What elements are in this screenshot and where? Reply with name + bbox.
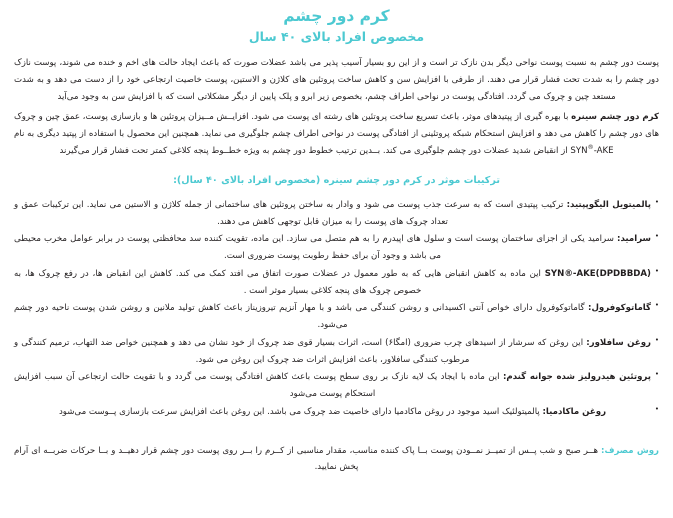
ingredients-list xyxy=(14,197,659,421)
ingredient-description: این ماده به کاهش انقباض هایی که به طور معمول در عضلات صورت اتفاق می افتد کمک می کند. کاهش این انقباض ها، در رفع چروک ها، به خصوص چروک های پنجه کلاغی بسیار موثر است . xyxy=(14,268,545,296)
ingredient-description: پالمیتولئیک اسید موجود در روغن ماکادمیا دارای خاصیت ضد چروک می باشد. این روغن باعث افزایش سرعت بازسازی پــوست می‌شود xyxy=(58,406,543,417)
usage-instructions xyxy=(14,443,659,477)
page-title-block xyxy=(14,6,659,46)
ingredient-term: روغن ماکادمیا: xyxy=(542,406,607,417)
product-name-bold: کرم دور چشم سینره xyxy=(571,112,659,123)
intro-paragraph-2-text-b: از انقباض شدید عضلات دور چشم جلوگیری می کند. بــدین ترتیب خطوط دور چشم به ویژه خطــوط پنجه کلاغی کمتر تحت فشار قرار می‌گیرند xyxy=(59,145,571,156)
ingredient-description: این روغن که سرشار از اسیدهای چرب ضروری (امگا۶) است، اثرات بسیار قوی ضد چروک از خود نشان می دهد و همچنین خواص ضد التهاب، ترمیم کنندگی و مرطوب کنندگی سافلاور، باعث افزایش اثرات ضد چروک این روغن می شود. xyxy=(14,337,587,365)
ingredients-section-heading: ترکیبات موثر در کرم دور چشم سینره (مخصوص افراد بالای ۴۰ سال): xyxy=(173,174,500,186)
list-item xyxy=(14,266,659,300)
ingredient-term: روغن سافلاور: xyxy=(586,337,651,348)
list-item xyxy=(14,231,659,265)
ake-token: -AKE xyxy=(593,145,614,156)
list-item xyxy=(14,369,659,403)
usage-label: روش مصرف: xyxy=(601,445,659,456)
syn-token: SYN xyxy=(570,145,588,156)
list-item xyxy=(14,197,659,231)
ingredient-description: سرامید یکی از اجزای ساختمان پوست است و سلول های اپیدرم را به هم متصل می سازد. این ماده، تقویت کننده سد محافظتی پوست در برابر عوامل مخرب محیطی می باشد و وجود آن برای حفظ رطوبت پوست ضروری است. xyxy=(14,234,618,262)
ingredient-term: سرامید: xyxy=(617,234,651,245)
list-item xyxy=(14,300,659,334)
page-title: کرم دور چشم xyxy=(283,7,390,25)
list-item xyxy=(14,404,659,421)
list-item xyxy=(14,335,659,369)
intro-paragraph-2-text-a: با بهره گیری از پپتیدهای موثر، باعث تسریع ساخت پروتئین های رشته ای پوست می شود. افزایــش مــیزان پروتئین ها و بازسازی پوست، عمق چین و چروک های دور چشم را کاهش می دهد و افزایش استحکام شبکه پروتئینی از افتادگی پوست در نواحی اطراف چشم جلوگیری می نماید. همچنین این محصول با استفاده از پپتید دیگری به نام xyxy=(14,112,659,140)
ingredient-description: گاماتوکوفرول دارای خواص آنتی اکسیدانی و روشن کنندگی می باشد و با مهار آنزیم تیروزیناز باعث کاهش تولید ملانین و روشن شدن پوست ناحیه دور چشم می‌شود. xyxy=(14,303,589,331)
ingredient-description: ترکیب پپتیدی است که به سرعت جذب پوست می شود و وادار به ساختن پروتئین های ساختمانی از جمله کلاژن و الاستین می نماید. این ترکیبات عمق و تعداد چروک های پوست را به میزان قابل توجهی کاهش می دهند. xyxy=(14,199,567,227)
page-subtitle: مخصوص افراد بالای ۴۰ سال xyxy=(248,28,425,44)
intro-paragraph-1: پوست دور چشم به نسبت پوست نواحی دیگر بدن نازک تر است و از این رو بسیار آسیب پذیر می باشد عضلات صورت که باعث ایجاد حالت های اخم و خنده می شوند، پوست نازک دور چشم را به شدت تحت فشار قرار می دهند. از طرفی با افزایش سن و کاهش ساخت پروتئین های کلاژن و الاستین، پوست خاصیت ارتجاعی خود را از دست می دهد و به شدت مستعد چین و چروک می گردد. افتادگی پوست در نواحی اطراف چشم، بخصوص زیر ابرو و پلک پایین از دیگر مشکلاتی است که با افزایش سن به وجود می‌آید xyxy=(14,58,659,102)
syn-ake-trademark xyxy=(570,143,613,160)
usage-text: هــر صبح و شب پــس از تمیــز نمــودن پوست بــا پاک کننده مناسب، مقدار مناسبی از کــرم را بــر روی پوست دور چشم قرار دهیــد و بــا حرکات ضربــه ای آرام پخش نمایید. xyxy=(14,445,602,473)
registered-mark-icon: ® xyxy=(587,143,594,151)
ingredient-description: این ماده با ایجاد یک لایه نازک بر روی سطح پوست باعث کاهش افتادگی پوست می گردد و با تقویت حالت ارتجاعی آن سبب افزایش استحکام پوست می‌شود xyxy=(14,372,503,400)
ingredient-term: پالمیتویل الیگوپپتید: xyxy=(566,199,651,210)
ingredient-term: SYN®-AKE(DPDBBDA) xyxy=(544,268,651,279)
ingredient-term: گاماتوکوفرول: xyxy=(588,303,651,314)
ingredient-term: پروتئین هیدرولیز شده جوانه گندم: xyxy=(502,372,651,383)
intro-paragraph-2 xyxy=(14,109,659,159)
